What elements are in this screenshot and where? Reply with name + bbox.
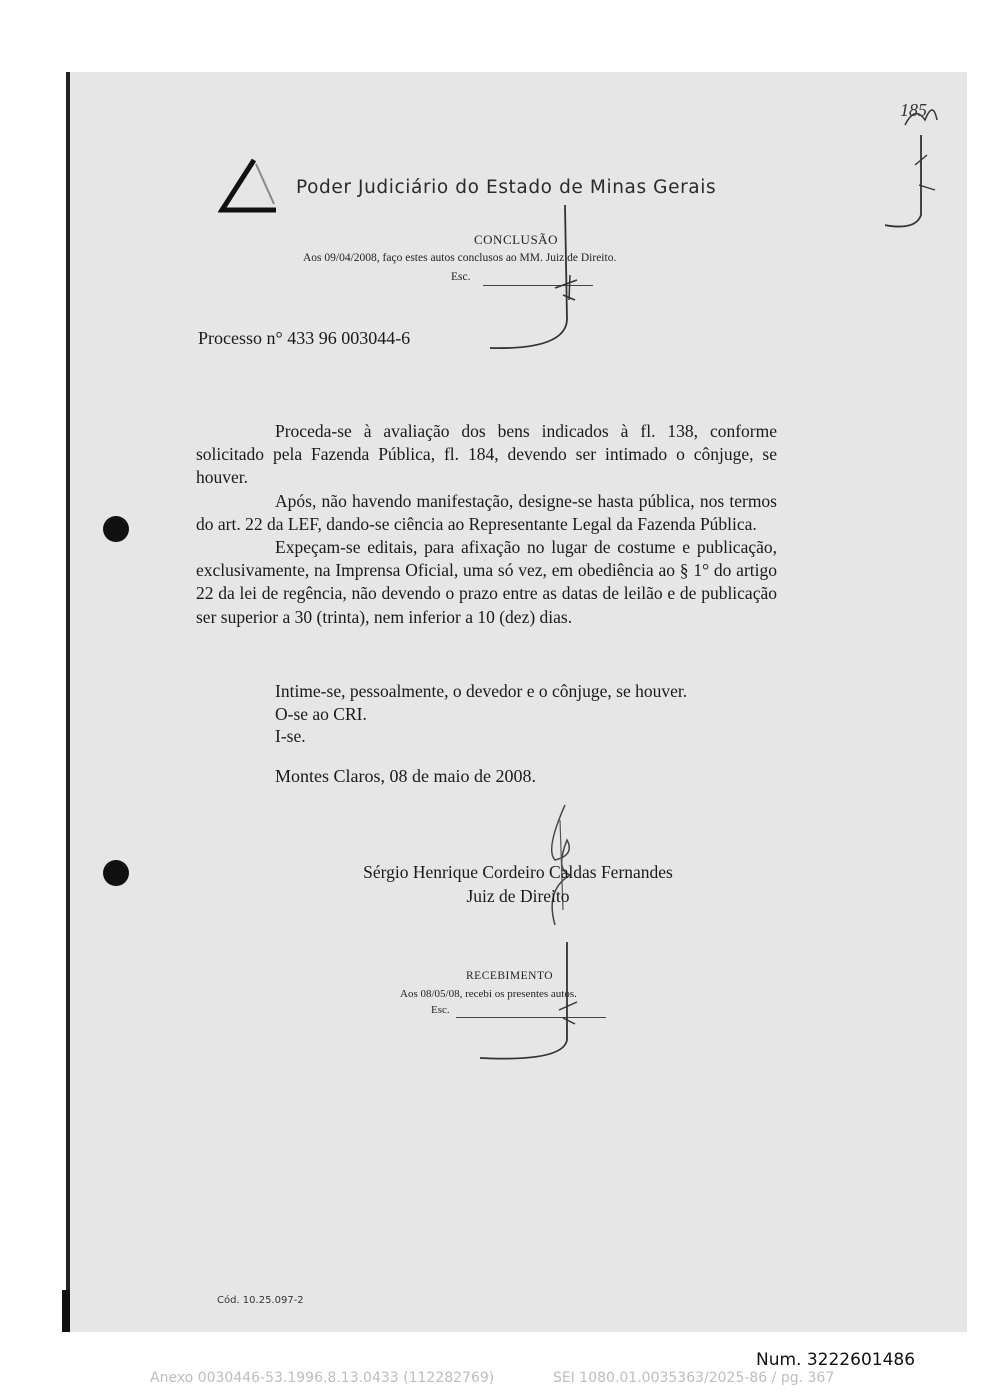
judge-name: Sérgio Henrique Cordeiro Caldas Fernandes [363,862,673,882]
punch-hole-top [103,516,129,542]
decision-body [196,420,777,629]
conclusao-signature [485,200,595,360]
order-cri: O-se ao CRI. [275,703,367,724]
recebimento-text: Aos 08/05/08, recebi os presentes autos. [400,988,577,1000]
conclusao-title: CONCLUSÃO [474,232,558,247]
paragraph-evaluation: Proceda-se à avaliação dos bens indicados à fl. 138, conforme solicitado pela Fazenda Pública, fl. 184, devendo ser intimado o cônjuge, se houver. [196,421,777,488]
order-intimation: Intime-se, pessoalmente, o devedor e o cônjuge, se houver. [275,681,688,701]
order-is: I-se. [275,726,306,746]
judge-role: Juiz de Direito [466,886,570,906]
triangle-logo-icon [218,156,280,216]
footer-annex-reference: Anexo 0030446-53.1996.8.13.0433 (112282769) [150,1370,495,1386]
paragraph-edicts: Expeçam-se editais, para afixação no lugar de costume e publicação, exclusivamente, na Imprensa Oficial, uma só vez, em obediência ao § 1° do artigo 22 da lei de regência, não devendo o prazo entre as datas de leilão e de publicação ser superior a 30 (trinta), nem inferior a 10 (dez) dias. [196,537,777,627]
conclusao-esc-label: Esc. [451,271,471,283]
document-number: Num. 3222601486 [756,1350,916,1370]
conclusao-text: Aos 09/04/2008, faço estes autos conclusos ao MM. Juiz de Direito. [303,252,617,264]
folio-number: 185 [900,100,927,120]
decision-orders [275,680,687,748]
recebimento-title: RECEBIMENTO [466,970,554,982]
recebimento-signature [475,940,585,1070]
footer-sei-reference: SEI 1080.01.0035363/2025-86 / pg. 367 [553,1370,835,1386]
scan-edge-mark [62,1290,70,1332]
recebimento-esc-label: Esc. [431,1004,450,1016]
place-and-date: Montes Claros, 08 de maio de 2008. [275,766,536,786]
organization-name: Poder Judiciário do Estado de Minas Gerais [296,177,717,198]
paragraph-public-auction: Após, não havendo manifestação, designe-se hasta pública, nos termos do art. 22 da LEF, dando-se ciência ao Representante Legal da Fazenda Pública. [196,490,777,534]
process-number: Processo n° 433 96 003044-6 [198,328,411,348]
form-code: Cód. 10.25.097-2 [217,1295,304,1306]
